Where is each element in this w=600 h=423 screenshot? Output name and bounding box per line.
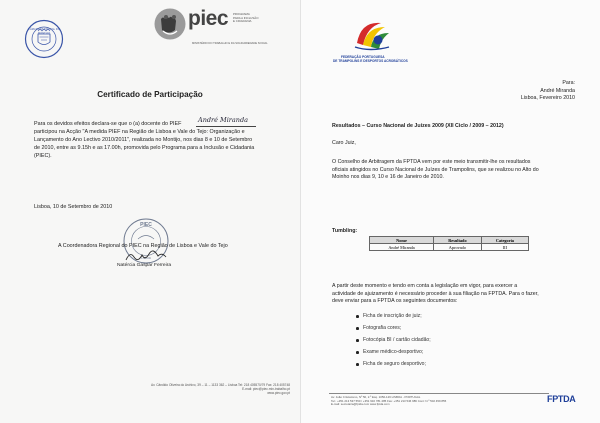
intro-line: Moinho nos dias 9, 10 e 16 de Janeiro de 2010. <box>332 174 444 181</box>
coordinator-line: A Coordenadora Regional do PIEC na Região de Lisboa e Vale do Tejo <box>58 243 228 249</box>
seal-text: CÂMARA MUNICIPAL DO MONTIJO <box>27 28 61 35</box>
certificate-title: Certificado de Participação <box>97 90 203 99</box>
footer-fptda-logo: FPTDA <box>547 394 576 404</box>
tagline-line: PROGRAMA <box>233 12 250 16</box>
intro-line: oficiais atingidos no Curso Nacional de Juízes de Trampolins, que se realizou no Alto do <box>332 166 539 173</box>
certificate-body <box>34 120 296 160</box>
intro-line: O Conselho de Arbitragem da FPTDA vem por este meio transmitir-lhe os resultados <box>332 159 531 165</box>
letter-intro <box>332 159 592 182</box>
paragraph-line: actividade de ajuizamento é necessário proceder à sua filiação na FPTDA. Para o fazer, <box>332 290 539 297</box>
piec-logo-text: piec <box>188 7 229 30</box>
table-cell-result: Aprovado <box>434 244 482 251</box>
footer-line: E-mail: piec@piec.min-trabalho.pt <box>242 387 290 391</box>
federation-name-line: DE TRAMPOLINS E DESPORTOS ACROBÁTICOS <box>333 59 408 63</box>
recipient-line: Lisboa, Fevereiro 2010 <box>520 95 575 102</box>
footer-line: E-mail: secretaria@fptda.com www.fptda.com <box>331 402 390 407</box>
table-cell-category: III <box>481 244 528 251</box>
results-header: Resultado <box>434 237 482 244</box>
piec-hands-logo-icon <box>153 7 187 41</box>
list-item: Ficha de inscrição de juiz; <box>354 310 431 322</box>
body-line: Lançamento do Ano Lectivo 2010/2011", realizada no Montijo, nos dias 8 e 10 de Setembro <box>34 137 253 144</box>
body-line: participou na Acção "A medida PIEF na Região de Lisboa e Vale do Tejo: Organização e <box>34 129 245 136</box>
fptda-logo-icon <box>351 15 393 53</box>
handwritten-name: André Miranda <box>198 116 249 124</box>
tagline-line: E CIDADANIA <box>233 19 252 24</box>
table-row <box>370 244 529 251</box>
results-header-row <box>370 237 529 244</box>
recipient-line: André Miranda <box>540 87 575 94</box>
list-item: Fotocópia BI / cartão cidadão; <box>354 334 431 346</box>
paragraph-line: A partir deste momento e tendo em conta a legislação em vigor, para exercer a <box>332 283 518 289</box>
fptda-letter-page <box>300 0 600 423</box>
footer-line: Av. Cândido Oliveira do Archivo, 39 – 11 – 1133 362 – Lisboa Tel: 218 405570/79 Fax: 218 405748 <box>151 383 290 387</box>
left-footer <box>90 383 290 395</box>
letter-paragraph <box>332 283 596 306</box>
body-line: (PIEC). <box>34 153 52 160</box>
federation-name <box>333 55 408 63</box>
list-item: Fotografia cores; <box>354 322 431 334</box>
recipient-block <box>521 80 575 103</box>
results-header: Nome <box>370 237 434 244</box>
results-header: Categoria <box>481 237 528 244</box>
tagline-line: PARA A INCLUSÃO <box>233 15 259 20</box>
footer-line: www.piec.gov.pt <box>267 391 290 395</box>
list-item: Exame médico-desportivo; <box>354 346 431 358</box>
letter-subject: Resultados – Curso Nacional de Juízes 2009 (XII Ciclo / 2009 – 2012) <box>332 123 504 129</box>
results-table <box>369 236 529 251</box>
footer-line: Tel.: +351 213 537 550 / +351 916 781 285 Fax: +351 213 546 986 Cont: N.º 502 459 855 <box>331 398 447 403</box>
stamp-bottom-text: Lisboa <box>141 256 151 260</box>
right-footer <box>331 396 561 407</box>
name-underline <box>196 126 256 127</box>
table-cell-name: André Miranda <box>370 244 434 251</box>
body-line: Para os devidos efeitos declara-se que o (a) docente do PIEF <box>34 121 182 127</box>
federation-name-line: FEDERAÇÃO PORTUGUESA <box>341 55 385 59</box>
piec-tagline <box>233 13 259 24</box>
letter-greeting: Caro Juiz, <box>332 140 356 146</box>
footer-divider <box>329 393 549 394</box>
body-line: de 2010, entre as 9.15h e as 17.00h, promovida pelo Programa para a Inclusão e Cidadania <box>34 145 255 152</box>
recipient-line: Para: <box>562 80 575 86</box>
footer-line: Av. João Crisóstomo, Nº 50, 2.º Esq. 1050-126 LISBOA - PORTUGAL <box>331 395 421 399</box>
section-title: Tumbling: <box>332 228 358 234</box>
municipal-seal-icon <box>24 19 64 59</box>
coordinator-name: Natércia Gaspar Ferreira <box>117 263 172 268</box>
paragraph-line: deve enviar para a FPTDA os seguintes documentos: <box>332 298 458 305</box>
list-item: Ficha de seguro desportivo; <box>354 358 431 370</box>
ministry-text: MINISTÉRIO DO TRABALHO E DA SOLIDARIEDADE SOCIAL <box>192 42 268 45</box>
stamp-text: PIEC <box>140 222 152 228</box>
certificate-date: Lisboa, 10 de Setembro de 2010 <box>34 204 113 210</box>
documents-list <box>354 310 431 370</box>
